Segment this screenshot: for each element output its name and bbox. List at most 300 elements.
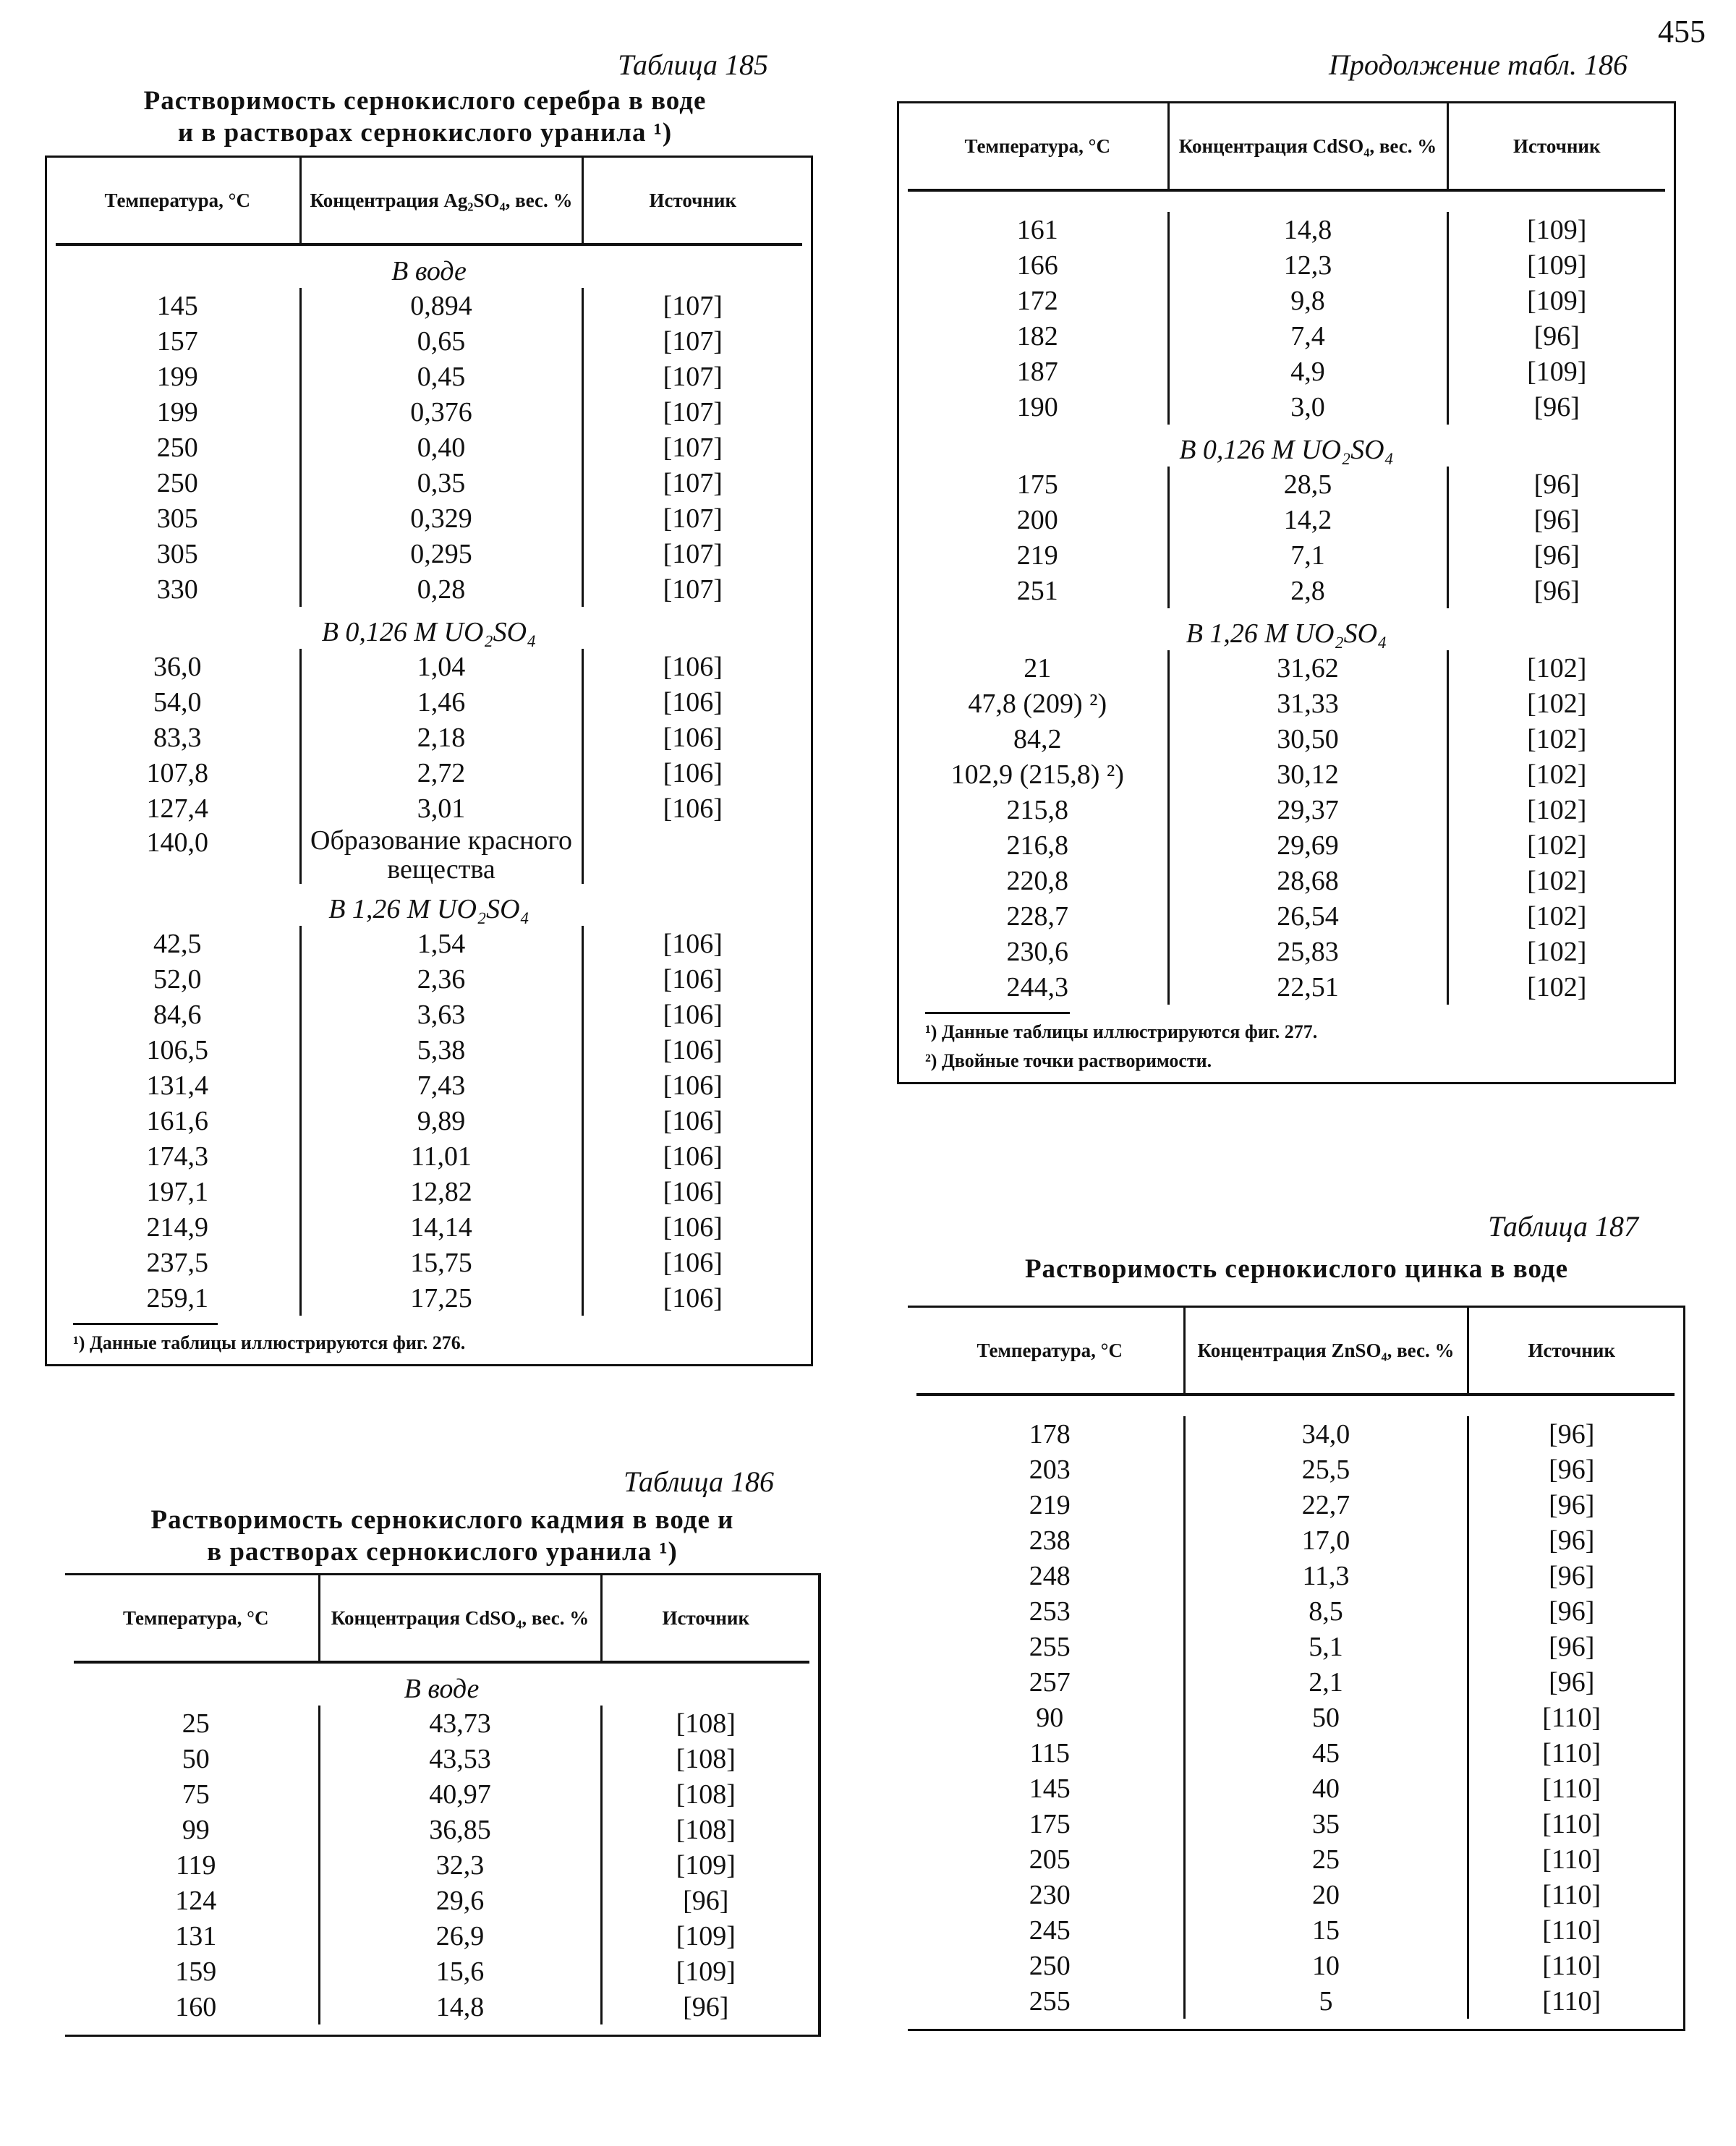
data-table xyxy=(916,1308,1675,2019)
concentration-cell: 0,295 xyxy=(300,536,582,571)
temperature-cell: 305 xyxy=(156,538,198,569)
header-row xyxy=(56,158,802,244)
concentration-cell: 5 xyxy=(1184,1983,1468,2019)
temperature-cell: 131 xyxy=(175,1920,217,1951)
source-cell: [96] xyxy=(1468,1593,1675,1629)
table-row xyxy=(56,961,802,997)
concentration-cell: 15 xyxy=(1184,1912,1468,1948)
concentration-cell: 1,04 xyxy=(300,649,582,684)
concentration-cell: 14,8 xyxy=(1168,212,1447,247)
source-cell: [109] xyxy=(601,1954,809,1989)
table-row xyxy=(74,1954,809,1989)
source-cell: [96] xyxy=(1468,1452,1675,1487)
concentration-cell: 35 xyxy=(1184,1806,1468,1841)
header-row xyxy=(916,1308,1675,1395)
table-row xyxy=(908,573,1665,608)
table-row xyxy=(56,1068,802,1103)
table-row xyxy=(908,721,1665,757)
concentration-cell: 25 xyxy=(1184,1841,1468,1877)
concentration-cell: 2,1 xyxy=(1184,1664,1468,1700)
concentration-cell: 1,46 xyxy=(300,684,582,720)
table-row xyxy=(74,1776,809,1812)
temperature-cell: 160 xyxy=(175,1991,217,2022)
temperature-cell: 140,0 xyxy=(146,827,208,858)
source-cell: [96] xyxy=(601,1883,809,1918)
column-header: Источник xyxy=(582,158,802,244)
concentration-cell: 17,25 xyxy=(300,1280,582,1316)
temperature-cell: 161 xyxy=(1016,214,1058,245)
concentration-cell: 22,7 xyxy=(1184,1487,1468,1523)
footnote: ¹) Данные таблицы иллюстрируются фиг. 277. xyxy=(925,1021,1318,1042)
table-row xyxy=(916,1841,1675,1877)
concentration-cell: 29,37 xyxy=(1168,792,1447,827)
footnote-rule xyxy=(925,1012,1070,1014)
header-row xyxy=(74,1575,809,1662)
table-186 xyxy=(65,1573,821,2037)
table-row xyxy=(56,755,802,791)
temperature-cell: 119 xyxy=(175,1849,216,1881)
source-cell: [102] xyxy=(1447,898,1665,934)
table-row xyxy=(56,649,802,684)
concentration-cell: 0,376 xyxy=(300,394,582,430)
table-row xyxy=(908,212,1665,247)
concentration-cell: 2,36 xyxy=(300,961,582,997)
section-row xyxy=(908,608,1665,650)
temperature-cell: 187 xyxy=(1016,356,1058,387)
table-row xyxy=(74,1741,809,1776)
table-185 xyxy=(45,156,813,1366)
footnote-rule xyxy=(73,1323,218,1325)
temperature-cell: 330 xyxy=(156,574,198,605)
table-header xyxy=(74,1575,809,1662)
table-row xyxy=(56,288,802,323)
column-header: Температура, °С xyxy=(908,103,1168,190)
source-cell: [107] xyxy=(582,501,802,536)
source-cell: [106] xyxy=(582,1209,802,1245)
table-row xyxy=(56,501,802,536)
source-cell: [102] xyxy=(1447,934,1665,969)
concentration-cell: 2,72 xyxy=(300,755,582,791)
table-row xyxy=(908,354,1665,389)
source-cell: [96] xyxy=(1447,537,1665,573)
concentration-cell: 0,28 xyxy=(300,571,582,607)
temperature-cell: 216,8 xyxy=(1006,830,1068,861)
temperature-cell: 238 xyxy=(1029,1525,1071,1556)
source-cell: [102] xyxy=(1447,827,1665,863)
source-cell: [110] xyxy=(1468,1806,1675,1841)
concentration-cell: 29,69 xyxy=(1168,827,1447,863)
source-cell: [96] xyxy=(1468,1487,1675,1523)
temperature-cell: 115 xyxy=(1029,1737,1071,1768)
column-header: Температура, °С xyxy=(74,1575,319,1662)
temperature-cell: 259,1 xyxy=(146,1282,208,1313)
temperature-cell: 255 xyxy=(1029,1985,1071,2017)
concentration-cell: 0,894 xyxy=(300,288,582,323)
concentration-cell: 3,63 xyxy=(300,997,582,1032)
concentration-cell: 8,5 xyxy=(1184,1593,1468,1629)
table-185-title xyxy=(45,85,805,149)
temperature-cell: 245 xyxy=(1029,1915,1071,1946)
concentration-cell: 30,12 xyxy=(1168,757,1447,792)
table-row xyxy=(56,571,802,607)
temperature-cell: 203 xyxy=(1029,1454,1071,1485)
table-row xyxy=(916,1700,1675,1735)
column-header: Температура, °С xyxy=(916,1308,1184,1395)
source-cell: [96] xyxy=(1447,502,1665,537)
concentration-cell: 2,8 xyxy=(1168,573,1447,608)
section-label: В 1,26 М UO₂SO₄ xyxy=(328,894,529,924)
section-row xyxy=(908,425,1665,467)
table-row xyxy=(916,1983,1675,2019)
source-cell: [106] xyxy=(582,755,802,791)
temperature-cell: 199 xyxy=(156,361,198,392)
concentration-cell: 28,68 xyxy=(1168,863,1447,898)
temperature-cell: 50 xyxy=(182,1743,210,1774)
column-header: Источник xyxy=(601,1575,809,1662)
table-187-title xyxy=(908,1253,1685,1285)
table-row xyxy=(74,1989,809,2024)
section-label: В 1,26 М UO₂SO₄ xyxy=(1186,618,1387,649)
table-row xyxy=(56,359,802,394)
column-header: Источник xyxy=(1447,103,1665,190)
concentration-cell: 36,85 xyxy=(319,1812,601,1847)
table-row xyxy=(56,465,802,501)
table-row xyxy=(916,1593,1675,1629)
source-cell: [102] xyxy=(1447,721,1665,757)
source-cell: [107] xyxy=(582,359,802,394)
source-cell: [107] xyxy=(582,465,802,501)
table-row xyxy=(56,1103,802,1138)
source-cell: [96] xyxy=(601,1989,809,2024)
source-cell: [102] xyxy=(1447,757,1665,792)
concentration-cell: 34,0 xyxy=(1184,1416,1468,1452)
concentration-cell: 5,1 xyxy=(1184,1629,1468,1664)
concentration-cell: 11,3 xyxy=(1184,1558,1468,1593)
concentration-cell: 7,43 xyxy=(300,1068,582,1103)
temperature-cell: 54,0 xyxy=(153,686,202,718)
temperature-cell: 174,3 xyxy=(146,1141,208,1172)
temperature-cell: 182 xyxy=(1016,320,1058,352)
temperature-cell: 84,2 xyxy=(1013,723,1062,754)
concentration-cell: 43,73 xyxy=(319,1706,601,1741)
concentration-cell: 30,50 xyxy=(1168,721,1447,757)
temperature-cell: 21 xyxy=(1024,652,1052,684)
data-table xyxy=(74,1575,809,2024)
concentration-cell: 0,45 xyxy=(300,359,582,394)
table-row xyxy=(56,791,802,826)
temperature-cell: 42,5 xyxy=(153,928,202,959)
table-row xyxy=(56,430,802,465)
spacer-row xyxy=(908,190,1665,212)
source-cell: [106] xyxy=(582,961,802,997)
source-cell: [107] xyxy=(582,394,802,430)
temperature-cell: 90 xyxy=(1036,1702,1064,1733)
temperature-cell: 244,3 xyxy=(1006,971,1068,1002)
concentration-cell: 11,01 xyxy=(300,1138,582,1174)
table-body xyxy=(908,190,1665,1005)
table-row xyxy=(56,1280,802,1316)
concentration-cell: 15,75 xyxy=(300,1245,582,1280)
table-row xyxy=(916,1629,1675,1664)
source-cell: [107] xyxy=(582,323,802,359)
temperature-cell: 230 xyxy=(1029,1879,1071,1910)
temperature-cell: 178 xyxy=(1029,1418,1071,1449)
temperature-cell: 248 xyxy=(1029,1560,1071,1591)
temperature-cell: 145 xyxy=(156,290,198,321)
temperature-cell: 230,6 xyxy=(1006,936,1068,967)
concentration-cell: 7,1 xyxy=(1168,537,1447,573)
table-row xyxy=(916,1912,1675,1948)
temperature-cell: 107,8 xyxy=(146,757,208,788)
footnote: ¹) Данные таблицы иллюстрируются фиг. 276. xyxy=(73,1332,466,1353)
temperature-cell: 255 xyxy=(1029,1631,1071,1662)
concentration-cell: 10 xyxy=(1184,1948,1468,1983)
column-header: Источник xyxy=(1468,1308,1675,1395)
table-row xyxy=(916,1416,1675,1452)
temperature-cell: 127,4 xyxy=(146,793,208,824)
source-cell: [106] xyxy=(582,926,802,961)
source-cell: [109] xyxy=(1447,283,1665,318)
source-cell: [110] xyxy=(1468,1735,1675,1771)
table-row xyxy=(916,1948,1675,1983)
source-cell: [96] xyxy=(1447,467,1665,502)
temperature-cell: 175 xyxy=(1029,1808,1071,1839)
table-row xyxy=(908,686,1665,721)
concentration-cell: 3,0 xyxy=(1168,389,1447,425)
source-cell: [102] xyxy=(1447,650,1665,686)
source-cell: [107] xyxy=(582,430,802,465)
table-row xyxy=(56,684,802,720)
concentration-cell: 7,4 xyxy=(1168,318,1447,354)
table-row xyxy=(56,997,802,1032)
table-row xyxy=(908,969,1665,1005)
concentration-cell: 40,97 xyxy=(319,1776,601,1812)
page-number: 455 xyxy=(1658,14,1706,49)
concentration-cell: 45 xyxy=(1184,1735,1468,1771)
source-cell: [106] xyxy=(582,1103,802,1138)
table-row xyxy=(908,934,1665,969)
spacer xyxy=(908,190,1665,212)
footnote: ²) Двойные точки растворимости. xyxy=(925,1050,1212,1071)
source-cell: [106] xyxy=(582,720,802,755)
section-label: В 0,126 М UO₂SO₄ xyxy=(321,617,537,647)
source-cell: [96] xyxy=(1447,318,1665,354)
spacer-row xyxy=(916,1395,1675,1416)
table-185-title-line1: Растворимость сернокислого серебра в воде xyxy=(143,86,707,116)
table-187 xyxy=(908,1306,1685,2031)
table-row xyxy=(916,1558,1675,1593)
temperature-cell: 215,8 xyxy=(1006,794,1068,825)
table-row xyxy=(56,1032,802,1068)
concentration-cell: 4,9 xyxy=(1168,354,1447,389)
temperature-cell: 36,0 xyxy=(153,651,202,682)
table-row xyxy=(56,720,802,755)
table-row xyxy=(916,1735,1675,1771)
concentration-cell: 25,83 xyxy=(1168,934,1447,969)
source-cell: [108] xyxy=(601,1741,809,1776)
source-cell: [110] xyxy=(1468,1912,1675,1948)
source-cell: [106] xyxy=(582,649,802,684)
source-cell: [110] xyxy=(1468,1841,1675,1877)
table-row xyxy=(908,502,1665,537)
concentration-cell: 40 xyxy=(1184,1771,1468,1806)
concentration-cell: 32,3 xyxy=(319,1847,601,1883)
source-cell: [96] xyxy=(1468,1664,1675,1700)
concentration-cell: 14,2 xyxy=(1168,502,1447,537)
source-cell: [106] xyxy=(582,997,802,1032)
table-row xyxy=(908,792,1665,827)
section-label: В воде xyxy=(404,1674,480,1704)
table-row xyxy=(916,1877,1675,1912)
source-cell: [96] xyxy=(1447,389,1665,425)
section-row xyxy=(56,244,802,288)
source-cell: [109] xyxy=(601,1847,809,1883)
table-186-continuation-caption: Продолжение табл. 186 xyxy=(1328,48,1628,81)
table-row xyxy=(56,1138,802,1174)
concentration-cell: 3,01 xyxy=(300,791,582,826)
source-cell: [106] xyxy=(582,1068,802,1103)
source-cell: [106] xyxy=(582,1138,802,1174)
temperature-cell: 228,7 xyxy=(1006,900,1068,932)
table-body xyxy=(56,244,802,1316)
temperature-cell: 250 xyxy=(156,432,198,463)
concentration-cell: 31,62 xyxy=(1168,650,1447,686)
source-cell: [109] xyxy=(601,1918,809,1954)
source-cell: [96] xyxy=(1468,1523,1675,1558)
table-187-caption: Таблица 187 xyxy=(1488,1210,1638,1243)
source-cell: [110] xyxy=(1468,1700,1675,1735)
concentration-cell: 22,51 xyxy=(1168,969,1447,1005)
column-header: Концентрация Ag₂SO₄, вес. % xyxy=(300,158,582,244)
table-row xyxy=(74,1918,809,1954)
temperature-cell: 253 xyxy=(1029,1596,1071,1627)
concentration-cell: 0,35 xyxy=(300,465,582,501)
table-row xyxy=(908,827,1665,863)
table-row xyxy=(916,1664,1675,1700)
table-186-continuation xyxy=(897,101,1676,1084)
concentration-cell: 9,8 xyxy=(1168,283,1447,318)
source-cell: [110] xyxy=(1468,1771,1675,1806)
source-cell: [96] xyxy=(1447,573,1665,608)
table-row xyxy=(916,1771,1675,1806)
source-cell: [102] xyxy=(1447,863,1665,898)
section-label: В 0,126 М UO₂SO₄ xyxy=(1179,435,1394,465)
source-cell: [96] xyxy=(1468,1629,1675,1664)
temperature-cell: 205 xyxy=(1029,1844,1071,1875)
concentration-cell: 0,329 xyxy=(300,501,582,536)
temperature-cell: 106,5 xyxy=(146,1034,208,1065)
temperature-cell: 214,9 xyxy=(146,1212,208,1243)
concentration-cell: 12,3 xyxy=(1168,247,1447,283)
source-cell: [106] xyxy=(582,1032,802,1068)
concentration-cell: 25,5 xyxy=(1184,1452,1468,1487)
temperature-cell: 220,8 xyxy=(1006,865,1068,896)
column-header: Концентрация CdSO₄, вес. % xyxy=(1168,103,1447,190)
table-row xyxy=(74,1812,809,1847)
table-185-title-line2: и в растворах сернокислого уранила ¹) xyxy=(177,118,673,148)
table-row xyxy=(56,323,802,359)
source-cell: [108] xyxy=(601,1776,809,1812)
concentration-cell: Образование красного вещества xyxy=(300,826,582,884)
temperature-cell: 199 xyxy=(156,396,198,427)
temperature-cell: 161,6 xyxy=(146,1105,208,1136)
source-cell: [106] xyxy=(582,1280,802,1316)
temperature-cell: 219 xyxy=(1016,540,1058,571)
table-row xyxy=(74,1847,809,1883)
table-row xyxy=(908,389,1665,425)
concentration-cell: 2,18 xyxy=(300,720,582,755)
column-header: Концентрация ZnSO₄, вес. % xyxy=(1184,1308,1468,1395)
concentration-cell: 0,40 xyxy=(300,430,582,465)
table-row xyxy=(74,1706,809,1741)
table-header xyxy=(56,158,802,244)
source-cell: [107] xyxy=(582,571,802,607)
table-row xyxy=(908,863,1665,898)
concentration-cell: 5,38 xyxy=(300,1032,582,1068)
table-row xyxy=(916,1452,1675,1487)
table-row xyxy=(908,650,1665,686)
table-row xyxy=(56,1174,802,1209)
section-row xyxy=(56,884,802,926)
table-186-caption: Таблица 186 xyxy=(624,1465,774,1498)
section-row xyxy=(56,607,802,649)
concentration-cell: 29,6 xyxy=(319,1883,601,1918)
source-cell: [108] xyxy=(601,1706,809,1741)
concentration-cell: 50 xyxy=(1184,1700,1468,1735)
temperature-cell: 172 xyxy=(1016,285,1058,316)
table-row xyxy=(56,394,802,430)
temperature-cell: 124 xyxy=(175,1885,217,1916)
column-header: Температура, °С xyxy=(56,158,300,244)
table-header xyxy=(916,1308,1675,1395)
table-186-title-line2: в растворах сернокислого уранила ¹) xyxy=(207,1537,678,1567)
table-row xyxy=(74,1883,809,1918)
source-cell: [96] xyxy=(1468,1558,1675,1593)
source-cell: [106] xyxy=(582,684,802,720)
temperature-cell: 25 xyxy=(182,1708,210,1739)
table-row xyxy=(56,1245,802,1280)
concentration-cell: 26,54 xyxy=(1168,898,1447,934)
data-table xyxy=(56,158,802,1316)
spacer xyxy=(916,1395,1675,1416)
temperature-cell: 219 xyxy=(1029,1489,1071,1520)
table-187-title-line1: Растворимость сернокислого цинка в воде xyxy=(1024,1254,1569,1284)
temperature-cell: 251 xyxy=(1016,575,1058,606)
table-row xyxy=(908,318,1665,354)
temperature-cell: 157 xyxy=(156,325,198,357)
source-cell: [109] xyxy=(1447,354,1665,389)
temperature-cell: 102,9 (215,8) ²) xyxy=(950,759,1124,790)
source-cell: [109] xyxy=(1447,247,1665,283)
concentration-cell: 12,82 xyxy=(300,1174,582,1209)
temperature-cell: 84,6 xyxy=(153,999,202,1030)
temperature-cell: 75 xyxy=(182,1779,210,1810)
table-row xyxy=(916,1523,1675,1558)
concentration-cell: 0,65 xyxy=(300,323,582,359)
concentration-cell: 43,53 xyxy=(319,1741,601,1776)
table-body xyxy=(916,1395,1675,2019)
concentration-cell: 28,5 xyxy=(1168,467,1447,502)
temperature-cell: 99 xyxy=(182,1814,210,1845)
source-cell: [107] xyxy=(582,288,802,323)
source-cell: [110] xyxy=(1468,1948,1675,1983)
section-label: В воде xyxy=(391,256,467,286)
temperature-cell: 250 xyxy=(1029,1950,1071,1981)
source-cell: [96] xyxy=(1468,1416,1675,1452)
table-row xyxy=(56,1209,802,1245)
temperature-cell: 175 xyxy=(1016,469,1058,500)
source-cell: [102] xyxy=(1447,969,1665,1005)
